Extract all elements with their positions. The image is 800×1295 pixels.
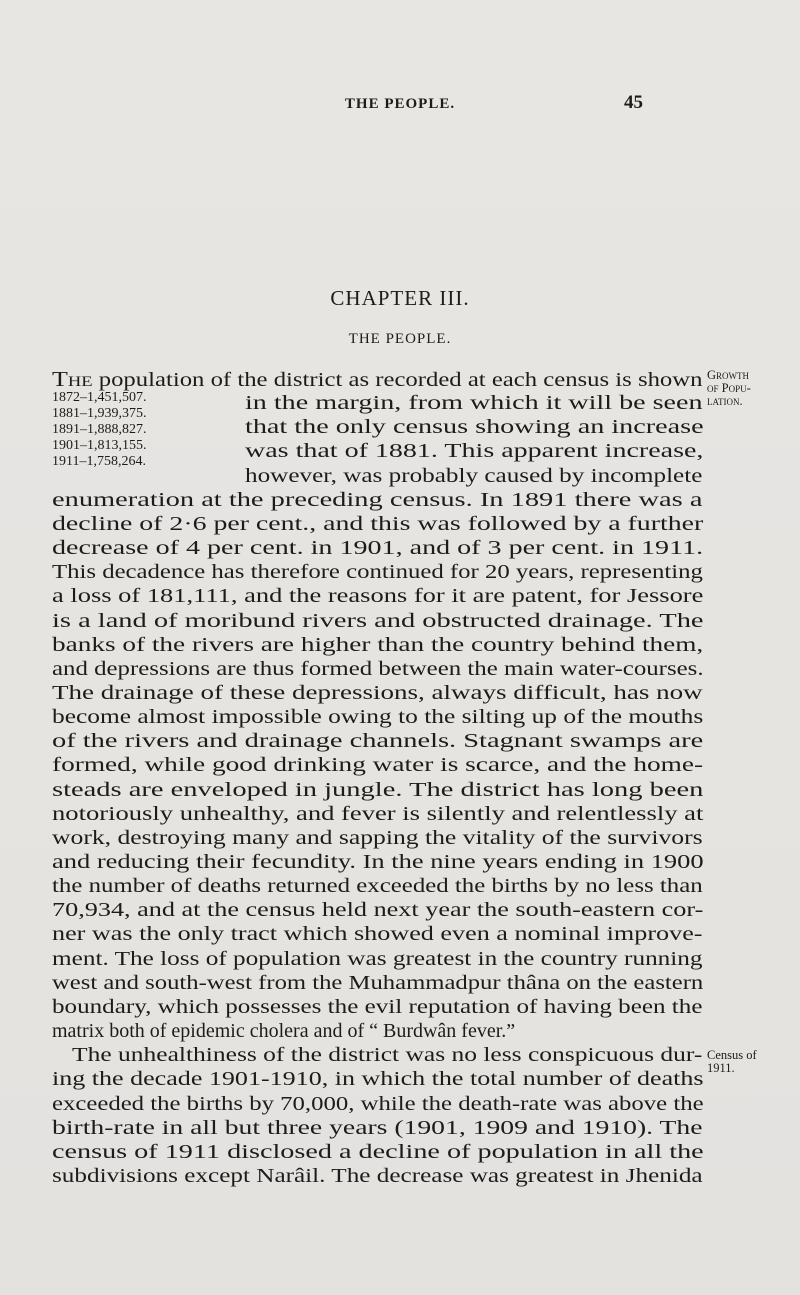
running-title: THE PEOPLE. xyxy=(344,96,456,112)
lead-word: The xyxy=(52,367,93,391)
side-note-line: 1911. xyxy=(707,1061,735,1076)
text-line: This decadence has therefore continued for 20 years, representing xyxy=(52,561,703,584)
text-line: and depressions are thus formed between the main water-courses. xyxy=(52,657,704,680)
text-line: subdivisions except Narâil. The decrease was greatest in Jhenida xyxy=(52,1164,703,1187)
side-note-line: Growth xyxy=(707,368,750,382)
census-row: 1872–1,451,507. xyxy=(52,390,147,405)
text-line: that the only census showing an increase xyxy=(245,416,704,439)
text-line: west and south-west from the Muhammadpur thâna on the eastern xyxy=(52,971,704,994)
census-row: 1911–1,758,264. xyxy=(52,454,146,469)
section-heading: THE PEOPLE. xyxy=(348,331,452,347)
text-line: ing the decade 1901-1910, in which the total number of deaths xyxy=(52,1068,704,1091)
population-margin-table xyxy=(52,390,147,470)
text-line: 70,934, and at the census held next year the south-eastern cor- xyxy=(52,899,704,922)
side-note-line: lation. xyxy=(707,394,743,408)
text-line: however, was probably caused by incomplete xyxy=(245,464,703,487)
text-line: steads are enveloped in jungle. The district has long been xyxy=(52,778,704,801)
text-line: notoriously unhealthy, and fever is silently and relentlessly at xyxy=(52,802,704,825)
text-line: was that of 1881. This apparent increase, xyxy=(245,440,704,463)
text-line: a loss of 181,111, and the reasons for it are patent, for Jessore xyxy=(52,585,704,608)
side-note-line: of Popu- xyxy=(707,381,751,395)
text-line: work, destroying many and sapping the vitality of the survivors xyxy=(52,826,703,849)
text-line: ment. The loss of population was greatest in the country running xyxy=(52,947,703,970)
text-line: The drainage of these depressions, always difficult, has now xyxy=(52,681,703,704)
text-line: and reducing their fecundity. In the nine years ending in 1900 xyxy=(52,851,704,873)
text-line: birth-rate in all but three years (1901, 1909 and 1910). The xyxy=(52,1116,703,1139)
text-line: exceeded the births by 70,000, while the death-rate was above the xyxy=(52,1092,704,1115)
side-note-growth xyxy=(707,369,779,408)
text-line: ner was the only tract which showed even a nominal improve- xyxy=(52,923,703,946)
side-note-census xyxy=(707,1049,779,1075)
text-line: census of 1911 disclosed a decline of population in all the xyxy=(52,1140,704,1163)
side-note-line: Census of xyxy=(707,1048,757,1063)
text-line xyxy=(52,367,702,392)
text-line: of the rivers and drainage channels. Stagnant swamps are xyxy=(52,730,704,753)
text-line: The unhealthiness of the district was no less conspicuous dur- xyxy=(72,1044,703,1067)
text-line: matrix both of epidemic cholera and of “ Burdwân fever.” xyxy=(52,1020,516,1043)
census-row: 1881–1,939,375. xyxy=(52,406,147,421)
census-row: 1891–1,888,827. xyxy=(52,422,147,437)
text-line: banks of the rivers are higher than the country behind them, xyxy=(52,633,704,656)
text-line: formed, while good drinking water is scarce, and the home- xyxy=(52,754,704,777)
text-line: become almost impossible owing to the silting up of the mouths xyxy=(52,706,704,729)
text-line: decline of 2·6 per cent., and this was followed by a further xyxy=(52,512,704,535)
text-line: the number of deaths returned exceeded the births by no less than xyxy=(52,875,703,898)
chapter-heading: CHAPTER III. xyxy=(330,286,470,310)
text-line: decrease of 4 per cent. in 1901, and of 3 per cent. in 1911. xyxy=(52,537,704,560)
text-line: enumeration at the preceding census. In 1891 there was a xyxy=(52,488,703,511)
text-line: is a land of moribund rivers and obstructed drainage. The xyxy=(52,609,704,632)
text-line: boundary, which possesses the evil reputation of having been the xyxy=(52,995,703,1018)
text-line: in the margin, from which it will be seen xyxy=(245,392,703,415)
page-number: 45 xyxy=(624,92,643,113)
line-text: population of the district as recorded at each census is shown xyxy=(92,369,703,391)
census-row: 1901–1,813,155. xyxy=(52,438,147,453)
